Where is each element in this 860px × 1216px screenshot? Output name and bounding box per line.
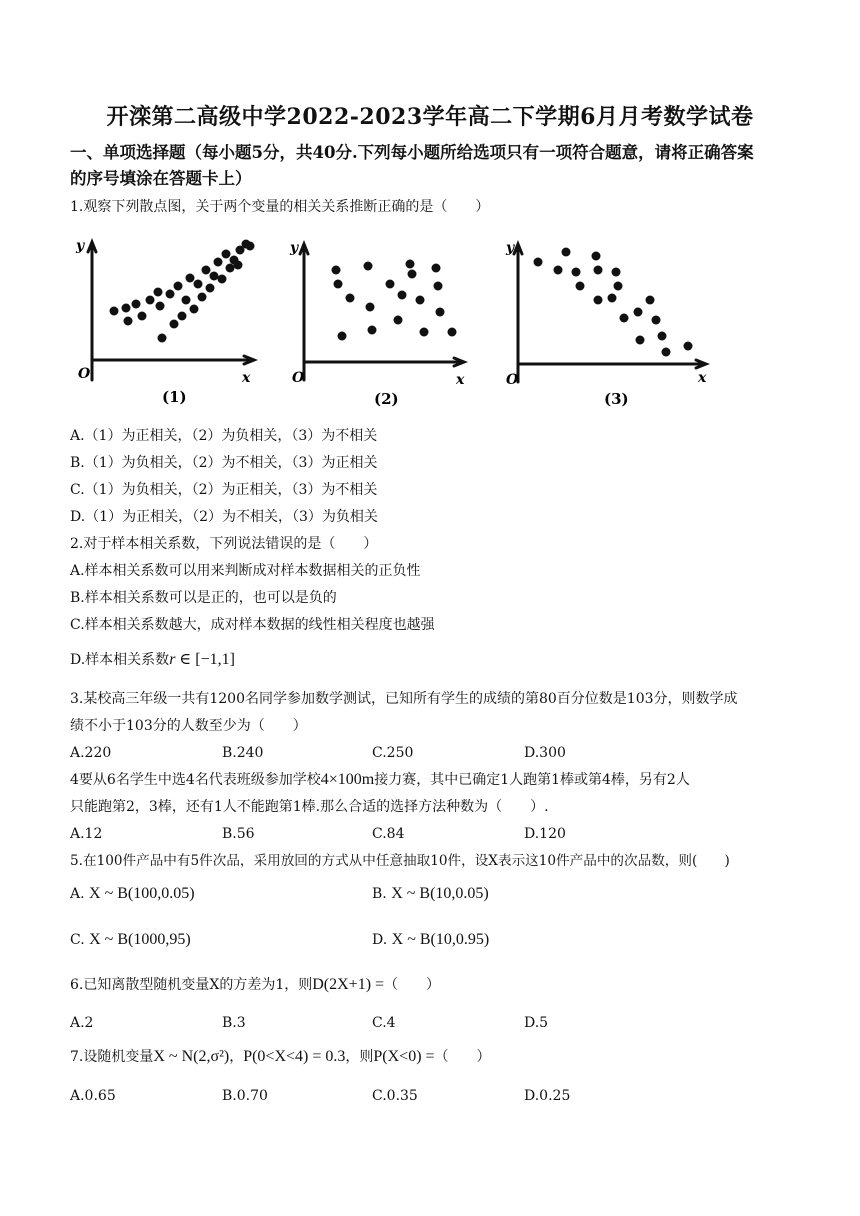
q6-option-d[interactable]: D.5: [524, 1015, 549, 1031]
q5-option-b-math: X ~ B(10,0.05): [391, 885, 489, 902]
q7-option-a[interactable]: A.0.65: [70, 1088, 116, 1104]
q5-option-d[interactable]: [372, 930, 489, 950]
question-5-stem: 5.在100件产品中有5件次品，采用放回的方式从中任意抽取10件，设X表示这10件产品中的次品数，则( ): [70, 853, 730, 869]
scatter-plot-2-points: [332, 260, 457, 341]
figure-label-2: (2): [374, 390, 399, 408]
q7-option-c[interactable]: C.0.35: [372, 1088, 418, 1104]
q5-option-a-math: X ~ B(100,0.05): [89, 885, 195, 902]
q7-stem-a: 7.设随机变量: [70, 1049, 154, 1065]
q5-option-c-prefix: C.: [70, 932, 90, 948]
q4-option-c[interactable]: C.84: [372, 826, 405, 842]
q5-option-d-prefix: D.: [372, 932, 392, 948]
scatter-plot-1-points: [110, 240, 255, 343]
q2-option-a[interactable]: A.样本相关系数可以用来判断成对样本数据相关的正负性: [70, 563, 421, 579]
y-axis-label: y: [506, 240, 515, 256]
section-heading: [70, 140, 800, 192]
q3-option-a[interactable]: A.220: [70, 745, 112, 761]
x-axis-label: x: [698, 370, 707, 386]
q2-option-d-var: r: [169, 651, 176, 668]
q4-option-a[interactable]: A.12: [70, 826, 103, 842]
q4-stem-b: 接力赛，其中已确定1人跑第1棒或第4棒，另有2人: [374, 772, 690, 788]
q5-option-c[interactable]: [70, 930, 191, 950]
figure-label-3: (3): [604, 390, 629, 408]
q1-option-c[interactable]: C.（1）为负相关，（2）为正相关，（3）为不相关: [70, 482, 378, 498]
scatter-plot-3-points: [534, 248, 693, 357]
scatter-plot-1: [70, 232, 280, 412]
y-axis-label: y: [290, 240, 299, 256]
q7-option-b[interactable]: B.0.70: [222, 1088, 268, 1104]
page-title: 开滦第二高级中学2022-2023学年高二下学期6月月考数学试卷: [106, 104, 754, 130]
question-6-stem: [70, 975, 440, 995]
q7-stem-math2: P(0<X<4) = 0.3: [243, 1048, 346, 1065]
question-3-stem-line1: 3.某校高三年级一共有1200名同学参加数学测试，已知所有学生的成绩的第80百分位数是103分，则数学成: [70, 691, 738, 707]
q6-option-a[interactable]: A.2: [70, 1015, 94, 1031]
q5-option-d-math: X ~ B(10,0.95): [391, 931, 490, 948]
q4-stem-a: 4要从6名学生中选4名代表班级参加学校: [70, 772, 321, 788]
question-3-stem-line2: 绩不小于103分的人数至少为（ ）: [70, 718, 307, 734]
question-1-stem: 1.观察下列散点图，关于两个变量的相关关系推断正确的是（ ）: [70, 199, 490, 215]
q6-stem-a: 6.已知离散型随机变量X的方差为1，则: [70, 977, 313, 993]
origin-label: O: [78, 366, 91, 382]
question-7-stem: [70, 1047, 491, 1067]
q2-option-b[interactable]: B.样本相关系数可以是正的，也可以是负的: [70, 590, 337, 606]
q5-option-a-prefix: A.: [70, 886, 90, 902]
section-heading-line2: 的序号填涂在答题卡上）: [70, 169, 252, 188]
question-4-stem-line2: 只能跑第2，3棒，还有1人不能跑第1棒.那么合适的选择方法种数为（ ）.: [70, 799, 549, 815]
scatter-plot-3: [508, 232, 718, 412]
q1-option-b[interactable]: B.（1）为负相关，（2）为不相关，（3）为正相关: [70, 455, 378, 471]
q3-option-c[interactable]: C.250: [372, 745, 414, 761]
scatter-figures: [70, 232, 730, 412]
q1-option-d[interactable]: D.（1）为正相关，（2）为不相关，（3）为负相关: [70, 509, 378, 525]
q4-stem-math: 4×100m: [320, 771, 375, 788]
q2-option-d-prefix: D.样本相关系数: [70, 652, 170, 668]
q7-stem-c: ，则: [345, 1049, 374, 1065]
q5-option-b[interactable]: [372, 884, 489, 904]
q5-option-a[interactable]: [70, 884, 195, 904]
q7-stem-d: （ ）: [434, 1049, 491, 1065]
x-axis-label: x: [242, 370, 251, 386]
q5-option-c-math: X ~ B(1000,95): [89, 931, 191, 948]
origin-label: O: [292, 370, 305, 386]
question-4-stem-line1: [70, 770, 690, 790]
q2-option-d[interactable]: [70, 650, 235, 670]
q7-stem-math1: X ~ N(2,σ²): [153, 1048, 230, 1065]
q2-option-d-math: ∈ [−1,1]: [175, 651, 235, 668]
q3-option-b[interactable]: B.240: [222, 745, 264, 761]
q3-option-d[interactable]: D.300: [524, 745, 566, 761]
q7-stem-math3: P(X<0) =: [373, 1048, 435, 1065]
q2-option-c[interactable]: C.样本相关系数越大，成对样本数据的线性相关程度也越强: [70, 617, 435, 633]
q4-option-b[interactable]: B.56: [222, 826, 255, 842]
q1-option-a[interactable]: A.（1）为正相关，（2）为负相关，（3）为不相关: [70, 428, 378, 444]
q6-option-c[interactable]: C.4: [372, 1015, 396, 1031]
q6-option-b[interactable]: B.3: [222, 1015, 246, 1031]
section-heading-line1: 一、单项选择题（每小题5分，共40分.下列每小题所给选项只有一项符合题意，请将正确答案: [70, 143, 754, 162]
q7-stem-b: ，: [229, 1049, 244, 1065]
q6-stem-math: D(2X+1) =: [312, 976, 385, 993]
y-axis-label: y: [76, 238, 85, 254]
q7-option-d[interactable]: D.0.25: [524, 1088, 571, 1104]
q6-stem-b: （ ）: [384, 977, 441, 993]
x-axis-label: x: [456, 372, 465, 388]
scatter-plot-2: [290, 232, 500, 412]
q4-option-d[interactable]: D.120: [524, 826, 566, 842]
q5-option-b-prefix: B.: [372, 886, 392, 902]
figure-label-1: (1): [162, 388, 187, 406]
question-2-stem: 2.对于样本相关系数，下列说法错误的是（ ）: [70, 536, 378, 552]
origin-label: O: [506, 372, 519, 388]
